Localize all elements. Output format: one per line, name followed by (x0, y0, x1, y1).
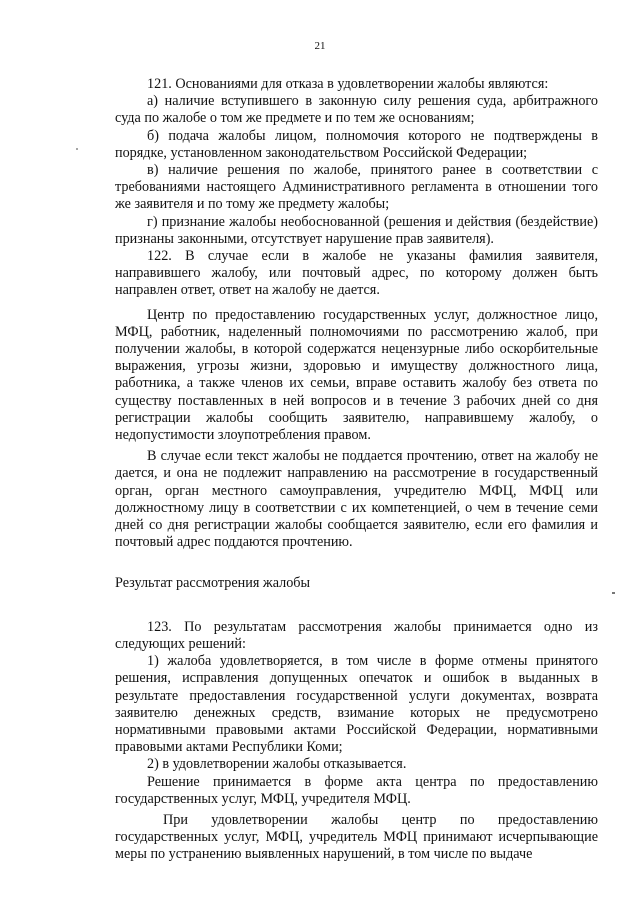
paragraph-121: 121. Основаниями для отказа в удовлетворении жалобы являются: (147, 76, 549, 92)
paragraph-123-2: 2) в удовлетворении жалобы отказывается. (147, 756, 407, 773)
paragraph-121-g: г) признание жалобы необоснованной (решения и действия (бездействие) признаны законными, отсутствует нарушение прав заявителя). (115, 213, 598, 247)
document-body (115, 76, 598, 864)
paragraph-121-b: б) подача жалобы лицом, полномочия которого не подтверждены в порядке, установленном законодательством Российской Федерации; (115, 127, 598, 161)
paragraph-123: 123. По результатам рассмотрения жалобы принимается одно из следующих решений: (115, 618, 598, 652)
page-number: 21 (314, 40, 326, 52)
scan-speck (76, 148, 78, 150)
paragraph-122-center: Центр по предоставлению государственных услуг, должностное лицо, МФЦ, работник, наделенный полномочиями по рассмотрению жалоб, при получении жалобы, в которой содержатся нецензурные либо оскорбительные выражения, угрозы жизни, здоровью и имуществу должностного лица, работника, а также членов их семьи, вправе оставить жалобу без ответа по существу поставленных в ней вопросов и в течение 3 рабочих дней со дня регистрации жалобы сообщить заявителю, направившему жалобу, о недопустимости злоупотребления правом. (115, 306, 598, 444)
scan-speck (612, 592, 615, 594)
paragraph-123-measures: При удовлетворении жалобы центр по предоставлению государственных услуг, МФЦ, учредитель МФЦ принимают исчерпывающие меры по устранению выявленных нарушений, в том числе по выдаче (115, 811, 598, 863)
paragraph-121-a: а) наличие вступившего в законную силу решения суда, арбитражного суда по жалобе о том же предмете и по тем же основаниям; (115, 93, 598, 127)
paragraph-122-unreadable: В случае если текст жалобы не поддается прочтению, ответ на жалобу не дается, и она не подлежит направлению на рассмотрение в государственный орган, орган местного самоуправления, учредителю МФЦ, МФЦ или должностному лицу в соответствии с их компетенцией, о чем в течение семи дней со дня регистрации жалобы сообщается заявителю, если его фамилия и почтовый адрес поддаются прочтению. (115, 448, 598, 551)
section-heading: Результат рассмотрения жалобы (115, 575, 311, 592)
paragraph-123-1: 1) жалоба удовлетворяется, в том числе в форме отмены принятого решения, исправления допущенных опечаток и ошибок в выданных в результате предоставления государственной услуги документах, возврата заявителю денежных средств, взимание которых не предусмотрено нормативными правовыми актами Российской Федерации, нормативными правовыми актами Республики Коми; (115, 653, 598, 756)
paragraph-121-v: в) наличие решения по жалобе, принятого ранее в соответствии с требованиями настоящего Административного регламента в отношении того же заявителя и по тому же предмету жалобы; (115, 162, 598, 213)
paragraph-122: 122. В случае если в жалобе не указаны фамилия заявителя, направившего жалобу, или почтовый адрес, по которому должен быть направлен ответ, ответ на жалобу не дается. (115, 248, 598, 299)
paragraph-123-decision: Решение принимается в форме акта центра по предоставлению государственных услуг, МФЦ, учредителя МФЦ. (115, 773, 598, 807)
